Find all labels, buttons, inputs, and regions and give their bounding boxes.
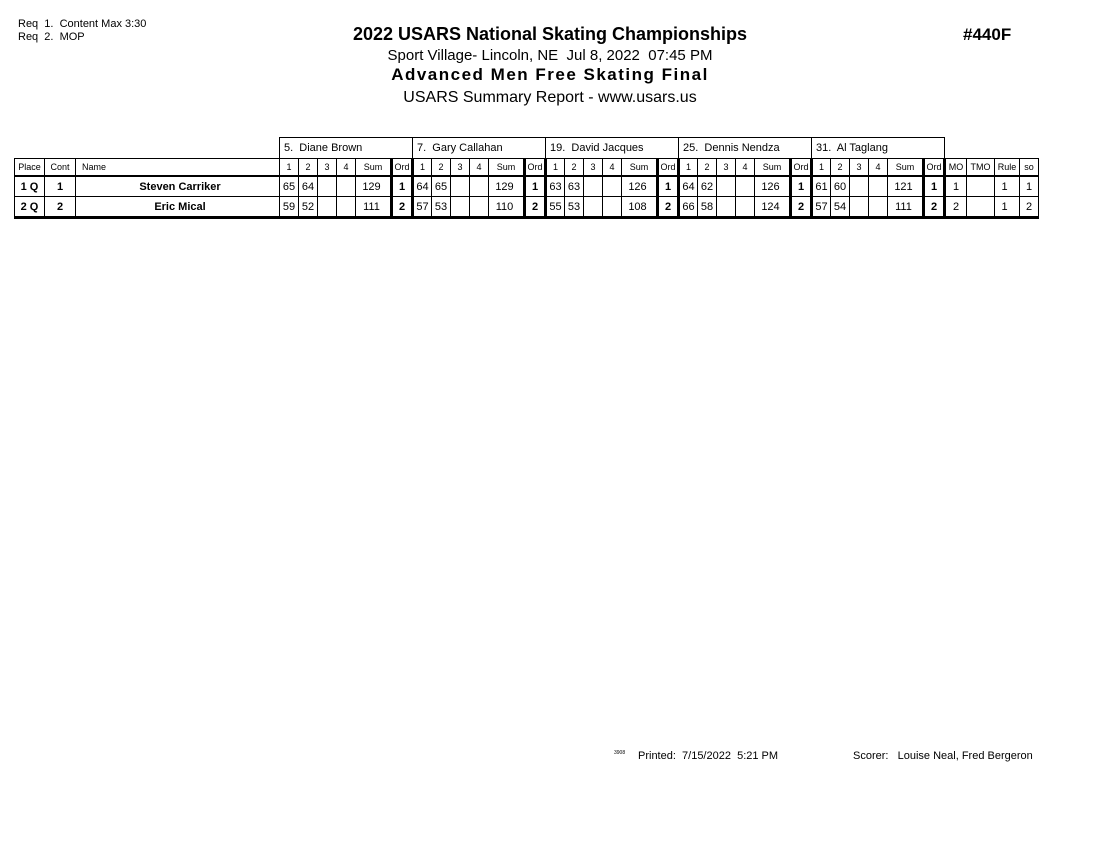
col-header-judge0-2: 2 [299,159,318,177]
col-header-judge4-ord: Ord [924,159,945,177]
sum-cell-j0: 111 [356,197,392,218]
score-cell-j1-3 [451,197,470,218]
score-cell-j2-4 [603,176,622,197]
col-header-judge2-ord: Ord [658,159,679,177]
table-left-spacer [15,138,280,159]
ordinal-cell-j4: 2 [924,197,945,218]
score-cell-j4-2: 60 [831,176,850,197]
col-header-judge2-2: 2 [565,159,584,177]
score-cell-j0-1: 65 [280,176,299,197]
ordinal-cell-j4: 1 [924,176,945,197]
rule-cell: 1 [995,176,1020,197]
sum-cell-j1: 110 [489,197,525,218]
score-cell-j1-1: 57 [413,197,432,218]
results-table-wrap [14,137,1039,219]
col-header-judge1-sum: Sum [489,159,525,177]
sum-cell-j2: 126 [622,176,658,197]
score-cell-j1-4 [470,197,489,218]
score-cell-j1-3 [451,176,470,197]
sum-cell-j1: 129 [489,176,525,197]
score-cell-j3-3 [717,176,736,197]
mo-cell: 2 [945,197,967,218]
col-header-judge2-3: 3 [584,159,603,177]
requirement-line-1: Req 1. Content Max 3:30 [18,18,147,30]
score-cell-j0-4 [337,197,356,218]
ordinal-cell-j0: 1 [392,176,413,197]
skater-row-1 [15,176,1039,197]
tmo-cell [967,197,995,218]
contestant-number-cell: 1 [45,176,76,197]
score-cell-j3-1: 64 [679,176,698,197]
skater-row-2 [15,197,1039,218]
so-cell: 2 [1020,197,1039,218]
sum-cell-j4: 111 [888,197,924,218]
col-header-judge4-2: 2 [831,159,850,177]
requirement-line-2: Req 2. MOP [18,31,85,43]
judge-header-0: 5. Diane Brown [280,138,413,159]
col-header-tmo: TMO [967,159,995,177]
score-cell-j0-1: 59 [280,197,299,218]
col-header-judge4-sum: Sum [888,159,924,177]
score-cell-j4-2: 54 [831,197,850,218]
judge-header-4: 31. Al Taglang [812,138,945,159]
ordinal-cell-j0: 2 [392,197,413,218]
place-cell: 1 Q [15,176,45,197]
skater-name-cell: Steven Carriker [76,176,280,197]
score-cell-j0-3 [318,176,337,197]
score-cell-j1-2: 53 [432,197,451,218]
score-cell-j4-1: 61 [812,176,831,197]
ordinal-cell-j3: 1 [791,176,812,197]
col-header-judge0-4: 4 [337,159,356,177]
col-header-judge2-4: 4 [603,159,622,177]
col-header-judge0-sum: Sum [356,159,392,177]
sum-cell-j0: 129 [356,176,392,197]
score-cell-j1-2: 65 [432,176,451,197]
col-header-judge2-sum: Sum [622,159,658,177]
score-cell-j1-4 [470,176,489,197]
event-number: #440F [963,25,1012,44]
judge-header-2: 19. David Jacques [546,138,679,159]
score-cell-j2-1: 63 [546,176,565,197]
col-header-place: Place [15,159,45,177]
score-cell-j0-4 [337,176,356,197]
col-header-name: Name [76,159,280,177]
col-header-judge3-1: 1 [679,159,698,177]
rule-cell: 1 [995,197,1020,218]
col-header-judge4-1: 1 [812,159,831,177]
col-header-judge3-ord: Ord [791,159,812,177]
col-header-judge1-2: 2 [432,159,451,177]
score-cell-j1-1: 64 [413,176,432,197]
page-title: 2022 USARS National Skating Championships [352,24,748,44]
venue-date-line: Sport Village- Lincoln, NE Jul 8, 2022 07:45 PM [387,47,713,64]
ordinal-cell-j1: 1 [525,176,546,197]
col-header-judge0-1: 1 [280,159,299,177]
judge-header-3: 25. Dennis Nendza [679,138,812,159]
sum-cell-j3: 126 [755,176,791,197]
col-header-judge0-3: 3 [318,159,337,177]
printed-timestamp: Printed: 7/15/2022 5:21 PM [638,750,779,762]
score-cell-j4-1: 57 [812,197,831,218]
version-marker: 3908 [614,750,626,756]
scorer-credit: Scorer: Louise Neal, Fred Bergeron [853,750,1033,762]
mo-cell: 1 [945,176,967,197]
place-cell: 2 Q [15,197,45,218]
tmo-cell [967,176,995,197]
score-cell-j2-2: 53 [565,197,584,218]
judge-header-1: 7. Gary Callahan [413,138,546,159]
score-cell-j2-1: 55 [546,197,565,218]
col-header-judge4-3: 3 [850,159,869,177]
score-cell-j4-4 [869,197,888,218]
col-header-judge1-1: 1 [413,159,432,177]
col-header-judge3-4: 4 [736,159,755,177]
ordinal-cell-j1: 2 [525,197,546,218]
score-cell-j4-4 [869,176,888,197]
score-cell-j3-3 [717,197,736,218]
score-cell-j3-2: 62 [698,176,717,197]
col-header-judge3-sum: Sum [755,159,791,177]
ordinal-cell-j2: 1 [658,176,679,197]
col-header-judge0-ord: Ord [392,159,413,177]
score-cell-j3-2: 58 [698,197,717,218]
score-cell-j0-3 [318,197,337,218]
sum-cell-j2: 108 [622,197,658,218]
col-header-judge1-3: 3 [451,159,470,177]
score-cell-j4-3 [850,176,869,197]
score-cell-j3-4 [736,197,755,218]
col-header-judge3-3: 3 [717,159,736,177]
so-cell: 1 [1020,176,1039,197]
score-cell-j0-2: 64 [299,176,318,197]
score-cell-j2-3 [584,176,603,197]
ordinal-cell-j2: 2 [658,197,679,218]
results-table [14,137,1039,219]
score-cell-j3-1: 66 [679,197,698,218]
score-cell-j0-2: 52 [299,197,318,218]
score-cell-j2-3 [584,197,603,218]
col-header-judge2-1: 1 [546,159,565,177]
col-header-mo: MO [945,159,967,177]
score-cell-j3-4 [736,176,755,197]
table-right-spacer [945,138,1039,159]
col-header-judge3-2: 2 [698,159,717,177]
sum-cell-j4: 121 [888,176,924,197]
col-header-rule: Rule [995,159,1020,177]
skater-name-cell: Eric Mical [76,197,280,218]
col-header-so: so [1020,159,1039,177]
col-header-judge1-ord: Ord [525,159,546,177]
report-type-line: USARS Summary Report - www.usars.us [403,89,697,106]
col-header-judge4-4: 4 [869,159,888,177]
col-header-judge1-4: 4 [470,159,489,177]
score-cell-j2-2: 63 [565,176,584,197]
score-cell-j2-4 [603,197,622,218]
ordinal-cell-j3: 2 [791,197,812,218]
sum-cell-j3: 124 [755,197,791,218]
score-cell-j4-3 [850,197,869,218]
col-header-cont: Cont [45,159,76,177]
contestant-number-cell: 2 [45,197,76,218]
event-title: Advanced Men Free Skating Final [391,65,709,84]
